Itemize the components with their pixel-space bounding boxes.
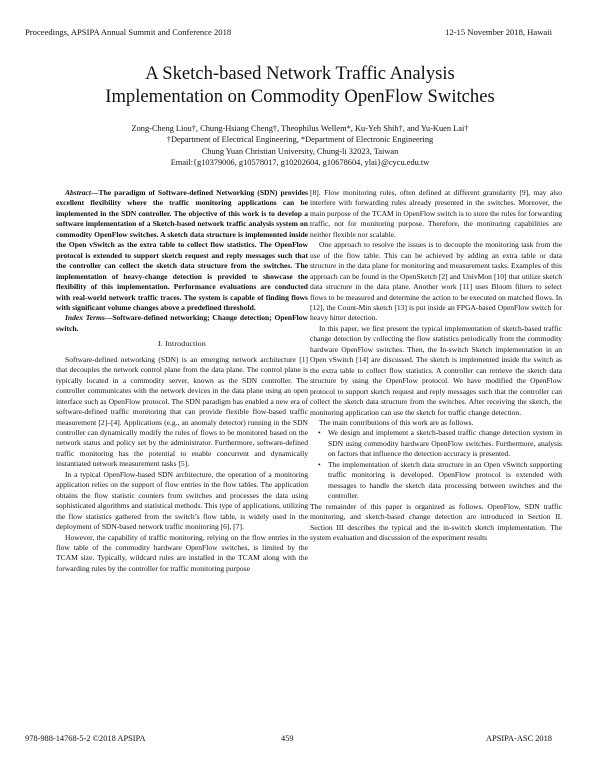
section-heading-introduction: I. Introduction [157, 339, 207, 349]
author-names: Zong-Cheng Liou†, Chung-Hsiang Cheng†, Theophilus Wellem*, Ku-Yeh Shih†, and Yu-Kuen Lai† [131, 124, 469, 133]
right-paragraph-5: The remainder of this paper is organized as follows. OpenFlow, SDN traffic monitoring, and sketch-based change detection are introduced in Section II. Section III describes the typical and the in-switch sketch implementation. The system evaluation and discussion of the experiment results [310, 501, 562, 542]
intro-paragraph-3: However, the capability of traffic monitoring, relying on the flow entries in the flow table of the commodity hardware OpenFlow switches, is limited by the TCAM size. Typically, wildcard rules are installed in the TCAM along with the forwarding rules by the controller for traffic monitoring purpose [56, 532, 308, 573]
footer-conference: APSIPA-ASC 2018 [485, 734, 552, 743]
contributions-list [310, 428, 562, 501]
abstract-text: —The paradigm of Software-defined Networking (SDN) provides excellent flexibility where the traffic monitoring applications can be implemented in the SDN controller. The objective of this work is to develop a software implementation of a Sketch-based network traffic analysis system on commodity OpenFlow switches. A sketch data structure is implemented inside the Open vSwitch as the extra table to collect flow statistics. The OpenFlow protocol is extended to support sketch request and reply messages such that the controller can collect the sketch data structure from the switches. The implementation of heavy-change detection is provided to showcase the flexibility of this implementation. Performance evaluations are conducted with real-world network traffic traces. The system is capable of finding flows with significant volume changes above a predefined threshold. [56, 188, 308, 312]
paper-title [0, 62, 600, 108]
index-terms-text: —Software-defined networking; Change detection; OpenFlow switch. [56, 313, 308, 333]
bullet-icon: • [318, 428, 321, 438]
right-paragraph-3: In this paper, we first present the typical implementation of sketch-based traffic change detection by collecting the flow statistics periodically from the commodity hardware OpenFlow switches. Then, the In-switch Sketch implementation in an Open vSwitch [14] are discussed. The sketch is implemented inside the switch as the extra table to collect flow statistics. A controller can retrieve the sketch data structure by using the OpenFlow protocol. We have modified the OpenFlow protocol to support sketch request and reply messages such that the controller can collect the sketch data structure from the switches. After receiving the sketch, the monitoring application can use the sketch for traffic change detection. [310, 323, 562, 417]
title-line-1: A Sketch-based Network Traffic Analysis [145, 63, 455, 84]
title-line-2: Implementation on Commodity OpenFlow Switches [105, 86, 495, 107]
list-item [318, 459, 562, 502]
page-number: 459 [281, 734, 294, 743]
list-item-text: We design and implement a sketch-based traffic change detection system in SDN using commodity hardware OpenFlow switches. Furthermore, analysis on factors that influence the detection accuracy is presented. [328, 428, 562, 459]
index-terms [56, 313, 308, 334]
affiliation-university: Chung Yuan Christian University, Chung-li 32023, Taiwan [201, 146, 399, 156]
author-emails: Email:{g10379006, g10578017, g10202604, g10678604, ylai}@cycu.edu.tw [170, 157, 430, 167]
running-header-right: 12-15 November 2018, Hawaii [445, 27, 552, 37]
footer-isbn: 978-988-14768-5-2 ©2018 APSIPA [25, 734, 146, 743]
running-header-left: Proceedings, APSIPA Annual Summit and Conference 2018 [25, 27, 232, 37]
right-column [310, 188, 562, 543]
index-terms-label: Index Terms [65, 313, 105, 323]
list-item-text: The implementation of sketch data structure in an Open vSwitch supporting traffic monitoring is developed. OpenFlow protocol is extended with messages to handle the sketch data processing between switches and the controller. [328, 459, 562, 501]
left-column [56, 188, 308, 574]
right-paragraph-1: [8]. Flow monitoring rules, often defined at different granularity [9], may also interfere with forwarding rules already presented in the switches. Moreover, the main purpose of the TCAM in OpenFlow switch is to store the rules for forwarding traffic, not for monitoring purpose. Therefore, the monitoring capabilities are neither flexible nor scalable. [310, 188, 562, 239]
right-paragraph-2: One approach to resolve the issues is to decouple the monitoring task from the use of the flow table. This can be achieved by adding an extra table or data structure in the data plane for monitoring and measurement tasks. Examples of this approach can be found in the OpenSketch [2] and UnivMon [10] that utilize sketch data structure in the data plane. Another work [11] uses Bloom filters to select flows to be measured and determine the action to be executed on matched flows. In [12], the Count-Min sketch [13] is put inside an FPGA-based OpenFlow switch for heavy hitter detection. [310, 240, 562, 323]
abstract [56, 188, 308, 313]
abstract-label: Abstract [65, 188, 91, 197]
right-paragraph-4: The main contributions of this work are as follows. [319, 417, 474, 427]
bullet-icon: • [318, 459, 321, 469]
author-block [0, 123, 600, 168]
intro-paragraph-2: In a typical OpenFlow-based SDN architecture, the operation of a monitoring application relies on the support of flow entries in the flow tables. The application obtains the flow statistic counters from switches and processes the data using sophisticated algorithms and statistical methods. This type of applications, utilizing the flow statistics gathered from the switch’s flow table, is widely used in the deployment of SDN-based network traffic monitoring [6], [7]. [56, 469, 308, 532]
intro-paragraph-1: Software-defined networking (SDN) is an emerging network architecture [1] that decouples the network control plane from the data plane. The control plane is typically located in a commodity server, known as the SDN controller. The controller communicates with the network devices in the data plane using an open interface such as OpenFlow protocol. The SDN paradigm has enabled a new era of software-defined traffic monitoring that can provide flexible flow-based traffic measurement [2]–[4]. Applications (e.g., an anomaly detector) running in the SDN controller can dynamically modify the rules of flows to be monitored based on the network status and policy set by the administrator. Furthermore, software-defined traffic monitoring has the potential to enable concurrent and dynamically instantiated network measurement tasks [5]. [56, 354, 308, 469]
affiliation-departments: †Department of Electrical Engineering, *Department of Electronic Engineering [166, 135, 434, 145]
list-item [318, 428, 562, 459]
